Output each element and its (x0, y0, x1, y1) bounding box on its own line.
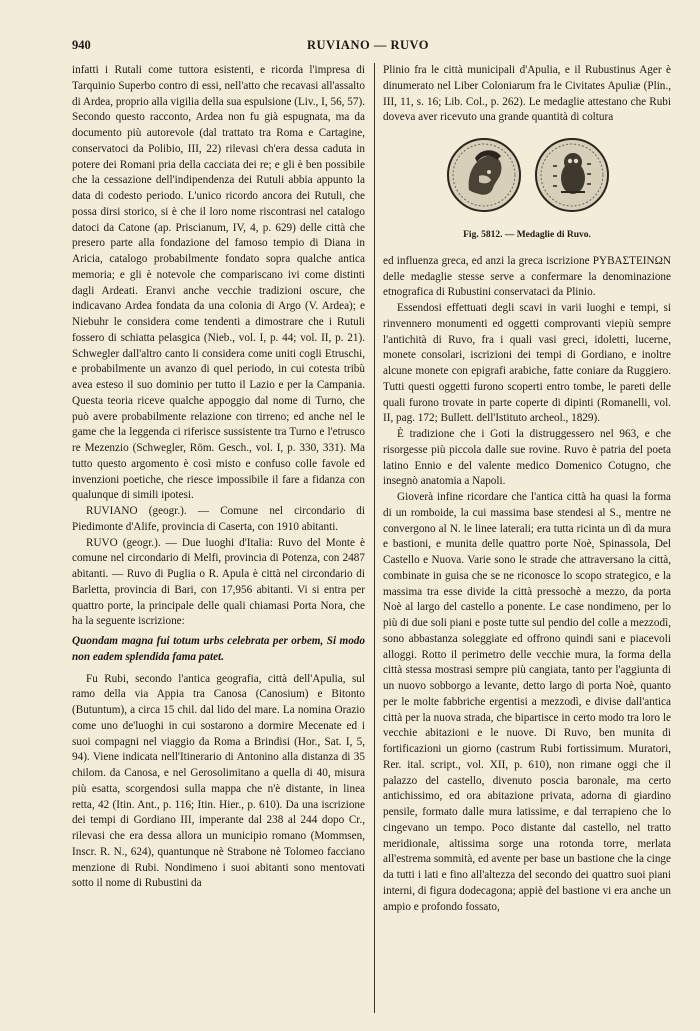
paragraph: RUVO (geogr.). — Due luoghi d'Italia: Ruvo del Monte è comune nel circondario di Melfi, provincia di Potenza, con 2487 abitanti. — Ruvo di Puglia o R. Apula è città nel circondario di Barletta, provincia di Bari, con 17,956 abitanti. Vi si entra per quattro porte, la principale delle quali chiamasi Porta Nora, che ha la seguente iscrizione: (72, 536, 365, 628)
paragraph: Gioverà infine ricordare che l'antica città ha quasi la forma di un romboide, la cui massima base stendesi al S., mentre ne convergono al N. le linee laterali; era tutta ricinta un dì da mura e bastioni, e munita delle quattro porte Noè, Spinassola, Del Castello e Nuova. Varie sono le strade che attraversano la città, combinate in guisa che se ne riconosce lo scopo strategico, e la massima tra esse divide la città pressochè a mezzo, da porta Noè al largo del castello a ponente. Le case nondimeno, per lo più di due soli piani e poste tutte sul pendio del colle a mezzodì, sono abbastanza soleggiate ed offrono quindi sani e piacevoli alloggi. Rotto il perimetro delle vecchie mura, la forma della città stessa mostrasi sempre più cangiata, tanto per l'aggiunta di un nuovo sobborgo a levante, detto largo di porta Noè, quanto per le molte fabbriche ergentisi a mezzodì, e divise dall'antica città per la nuova strada, che bipartisce in certo modo tra loro le vecchie abitazioni e le nuove. Di Ruvo, ben munita di fortificazioni un giorno (castrum Rubi fortissimum. Muratori, Rer. ital. script., vol. XII, p. 610), non rimane oggi che il palazzo del castello, divenuto poscia baronale, ma certo antichissimo, ed ora abitazione privata, adorna di giardino pensile, formato dalle mura latissime, e dal terrapieno che lo cingevano un tempo. Poco distante dal castello, nel tratto meridionale, altissima sorge una rotonda torre, merlata all'estrema sommità, ed avente per base un bastione che la cinge da tutti i lati e fino all'altezza del secondo dei quattro suoi piani interni, di figura dodecagona; appiè del bastione vi era anche un ampio e profondo fossato, (383, 491, 671, 913)
figure-caption: Fig. 5812. — Medaglie di Ruvo. (463, 230, 591, 240)
paragraph: È tradizione che i Goti la distruggessero nel 963, e che risorgesse più piccola dalle sue rovine. Ruvo è patria del poeta latino Ennio e del valente medico Domenico Cotugno, che insegnò anatomia a Napoli. (383, 428, 671, 488)
paragraph: Plinio fra le città municipali d'Apulia, e il Rubustinus Ager è dinumerato nel Liber Coloniarum fra le Civitates Apuliæ (Plin., III, 11, s. 16; Lib. Col., p. 262). Le medaglie attestano che Rubi doveva aver ricevuto una grande quantità di coltura (383, 64, 671, 124)
column-divider (374, 63, 375, 1013)
paragraph: infatti i Rutali come tuttora esistenti, e ricorda l'impresa di Tarquinio Superbo contro di essi, nell'atto che recavasi all'assalto di Ardea, proprio alla vigilia della sua espulsione (Liv., I, 56, 57). Secondo questo racconto, Ardea non fu già espugnata, ma da documento più autorevole (dal trattato tra Roma e Cartagine, conservatoci da Polibio, III, 22) rilevasi ch'era dessa caduta in potere dei Romani pria della cacciata dei re; e gli è ben possibile che la cessazione dell'indipendenza dei Rutuli abbia appunto la data di codesto periodo. L'unico ricordo ancora dei Rutuli, che possa dirsi storico, si è che il loro nome riscontrasi nel catalogo datoci da Catone (ap. Priscianum, IV, 4, p. 629) delle città che presero parte alla fondazione del famoso tempio di Diana in Aricia, catalogo probabilmente fondato sopra qualche antica memoria; e gli è notevole che compariscano ivi come distinti dagli Ardeati. Eranvi anche vecchie tradizioni oscure, che indicavano Ardea fondata da una colonia di Argo (V. Ardea); e Niebuhr le considera come tendenti a dimostrare che i Rutuli fossero di schiatta pelasgica (Nieb., vol. I, p. 44; vol. II, p. 21). Schwegler dall'altro canto li considera come uniti cogli Etruschi, e probabilmente un avanzo di quel periodo, in cui cotesta tribù avea esteso il suo dominio per tutto il Lazio e per la Campania. Questa teoria riceve qualche appoggio dal nome di Turno, che può avere probabilmente relazione con tirreno; ed anche nel le game che la leggenda ci riferisce sussistente tra Turno e l'etrusco re Mezenzio (Schwegler, Röm. Gesch., vol. I, p. 330, 331). Ma tutto questo argomento è così misto e confuso colle favole ed invenzioni poetiche, che riesce impossibile il fare a fidanza con qualunque di simili ipotesi. (72, 64, 365, 502)
page-number: 940 (72, 38, 91, 52)
coin-reverse-owl (533, 136, 611, 214)
coin-figure (383, 132, 671, 224)
left-column (72, 63, 365, 892)
coin-obverse-helmeted-head (445, 136, 523, 214)
paragraph: Essendosi effettuati degli scavi in varii luoghi e tempi, si rinvennero monumenti ed oggetti comprovanti viepiù sempre l'antichità di Ruvo, fra i quali vasi greci, idoletti, lucerne, monete consolari, iscrizioni dei tempi di Gordiano, e inoltre alcune monete con epigrafi arabiche, fatte coniare da Ruggiero. Tutti questi oggetti furono scoperti entro tombe, le pareti delle quali furono trovate in parte coperte di dipinti (Romanelli, vol. II, pag. 172; Bullett. dell'Istituto archeol., 1829). (383, 302, 671, 425)
right-column (383, 63, 671, 915)
paragraph: RUVIANO (geogr.). — Comune nel circondario di Piedimonte d'Alife, provincia di Caserta, con 1910 abitanti. (72, 505, 365, 533)
paragraph: ed influenza greca, ed anzi la greca iscrizione ΡΥΒΑΣΤΕΙΝΩΝ delle medaglie stesse serve a confermare la denominazione etnografica di Rubustini conservataci da Plinio. (383, 254, 671, 299)
page-header (72, 38, 664, 56)
inscription-quote: Quondam magna fui totum urbs celebrata per orbem, Si modo non eadem splendida fama patet. (72, 635, 365, 663)
running-title: RUVIANO — RUVO (306, 38, 430, 52)
paragraph: Fu Rubi, secondo l'antica geografia, città dell'Apulia, sul ramo della via Appia tra Canosa (Canosium) e Bitonto (Butuntum), a circa 15 chil. dal lido del mare. La nomina Orazio come uno de'luoghi in cui sostarono a dormire Mecenate ed i suoi compagni nel viaggio da Roma a Brindisi (Hor., Sat. I, 5, 94). Viene indicata nell'Itinerario di Antonino alla distanza di 35 chilom. da Canosa, e nel Gerosolimitano a quella di 40, misura più esatta, scorgendosi sulla mappa che n'è distante, in linea retta, 42 (Itin. Ant., p. 116; Itin. Hier., p. 610). Da una iscrizione dei tempi di Gordiano III, imperante dal 238 al 244 dopo Cr., rilevasi che era dessa allora un municipio romano (Mommsen, Inscr. R. N., 624), quantunque nè Strabone nè Tolomeo facciano menzione di Rubi. Nondimeno i suoi abitanti sono mentovati sotto il nome di Rubustini da (72, 672, 365, 890)
